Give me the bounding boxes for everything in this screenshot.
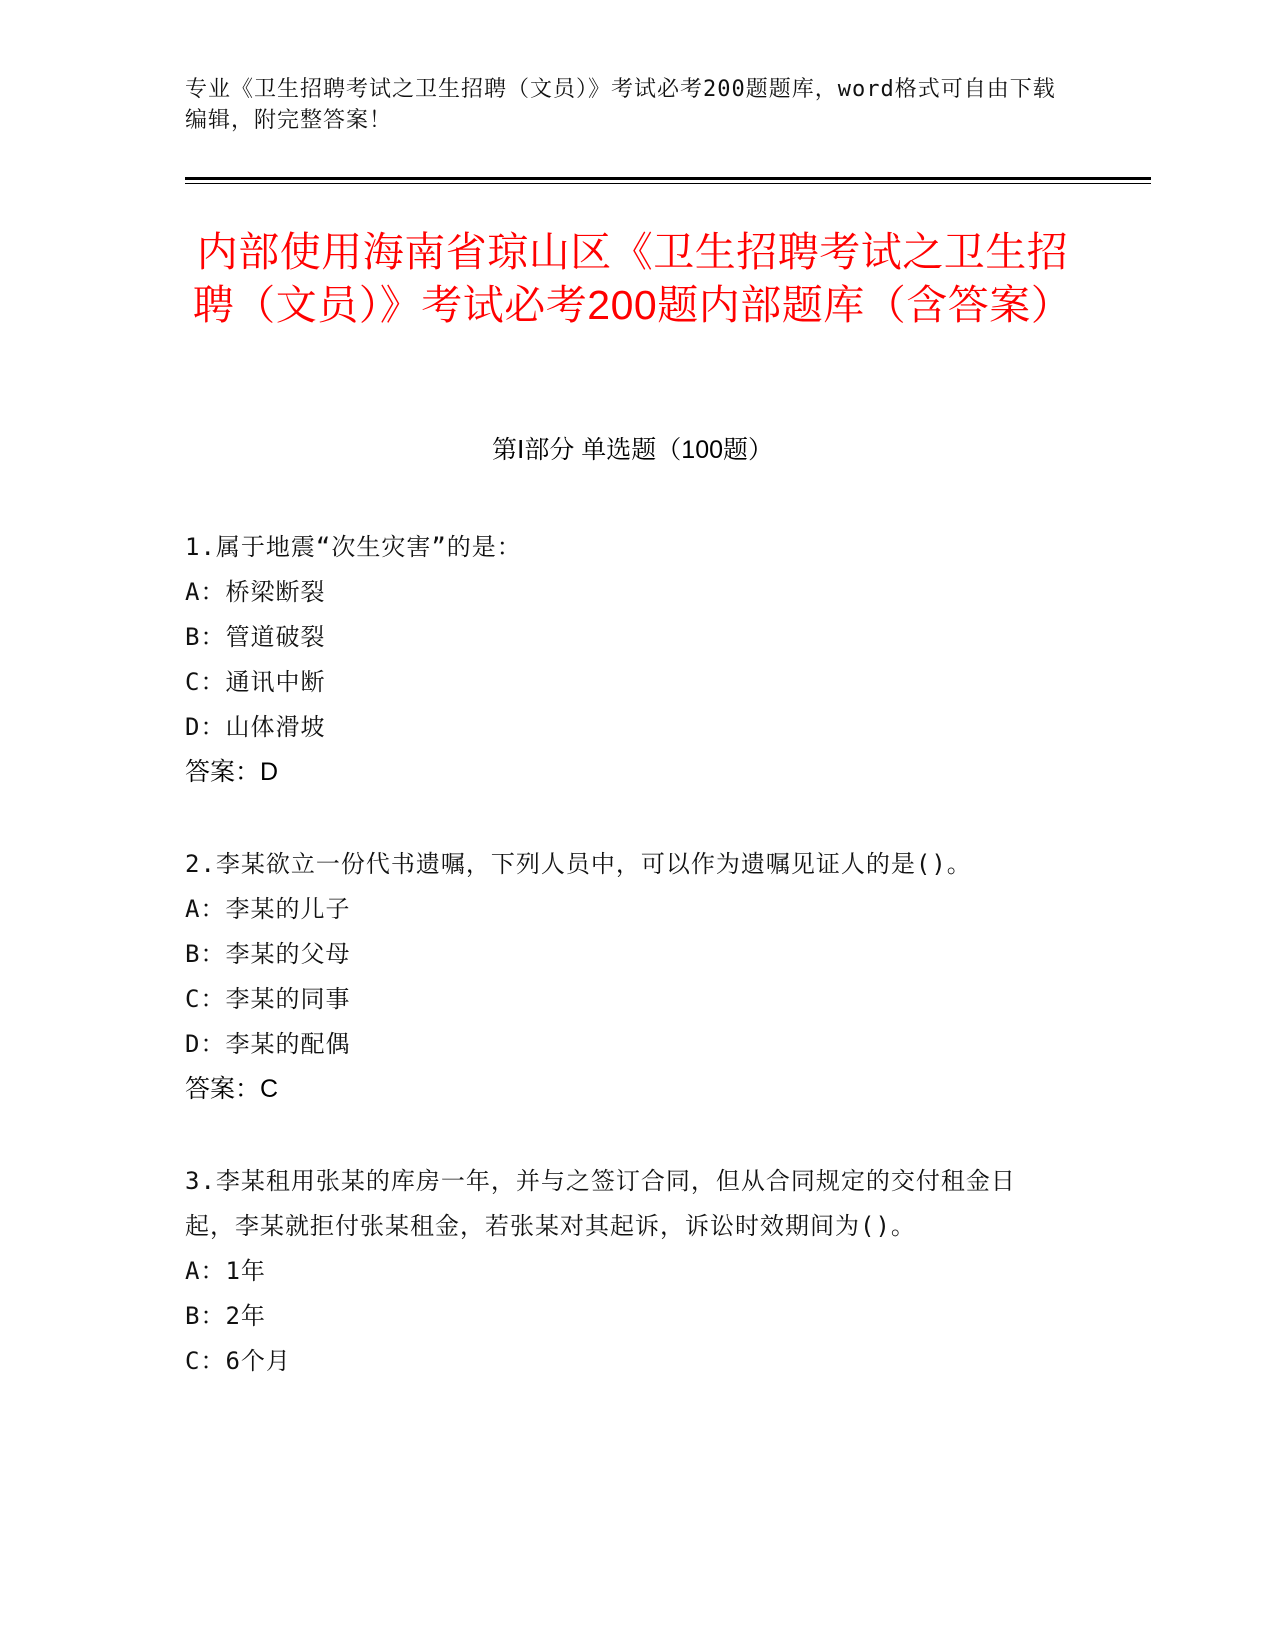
question-item: [185, 1159, 1055, 1384]
question-answer: 答案：C: [185, 1075, 279, 1103]
header-note: 专业《卫生招聘考试之卫生招聘（文员）》考试必考200题题库，word格式可自由下载编辑，附完整答案！: [185, 77, 1056, 133]
question-option: A：桥梁断裂: [185, 578, 326, 606]
question-list: [185, 525, 1055, 1431]
header-rule-thick: [185, 177, 1151, 180]
header-rule-thin: [185, 183, 1151, 184]
question-stem: 1.属于地震“次生灾害”的是：: [185, 533, 522, 561]
question-option: C：通讯中断: [185, 668, 326, 696]
question-option: A：1年: [185, 1257, 266, 1285]
question-option: B：李某的父母: [185, 940, 351, 968]
question-option: D：李某的配偶: [185, 1030, 351, 1058]
question-item: [185, 842, 1055, 1112]
question-option: B：管道破裂: [185, 623, 326, 651]
document-title: 内部使用海南省琼山区《卫生招聘考试之卫生招聘（文员）》考试必考200题内部题库（含答案）: [192, 229, 1073, 328]
question-option: D：山体滑坡: [185, 713, 326, 741]
question-option: A：李某的儿子: [185, 895, 351, 923]
question-stem: 2.李某欲立一份代书遗嘱，下列人员中，可以作为遗嘱见证人的是()。: [185, 850, 972, 878]
question-stem: 3.李某租用张某的库房一年，并与之签订合同，但从合同规定的交付租金日起，李某就拒付张某租金，若张某对其起诉，诉讼时效期间为()。: [185, 1167, 1016, 1240]
question-option: B：2年: [185, 1302, 266, 1330]
section-heading: 第Ⅰ部分 单选题（100题）: [491, 436, 774, 464]
question-option: C：李某的同事: [185, 985, 351, 1013]
question-option: C：6个月: [185, 1347, 291, 1375]
question-answer: 答案：D: [185, 758, 279, 786]
question-item: [185, 525, 1055, 795]
